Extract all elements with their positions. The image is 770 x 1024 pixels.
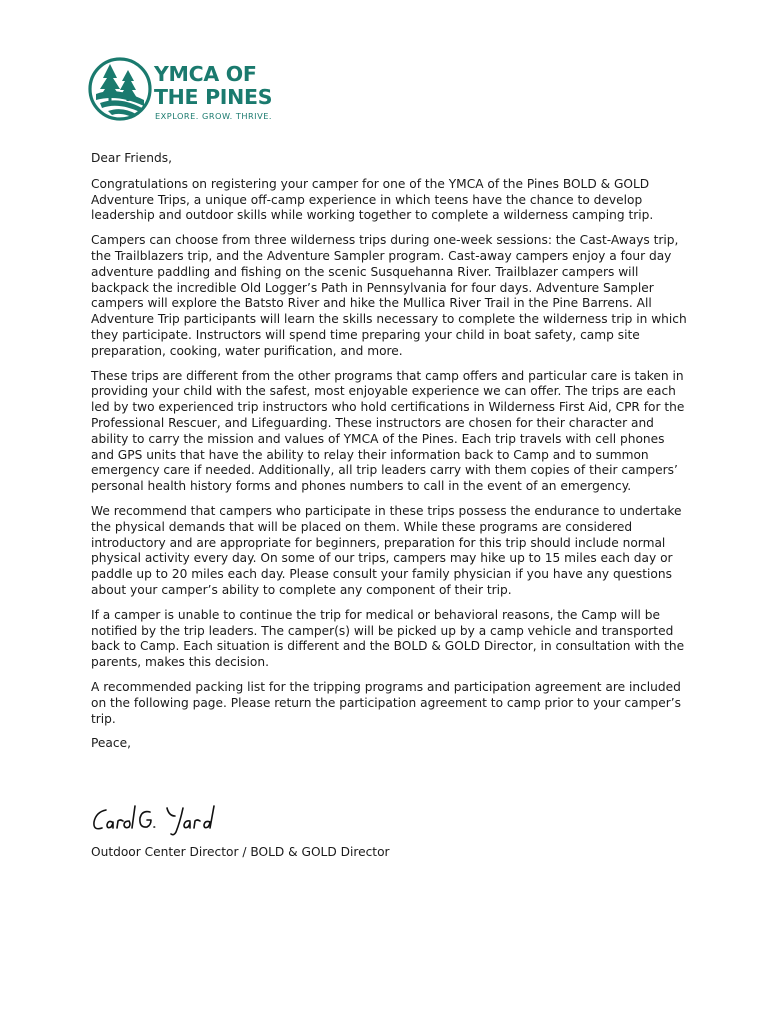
greeting: Dear Friends, [91,151,172,165]
logo-title-line2: THE PINES [154,85,273,109]
ymca-logo [88,56,288,126]
paragraph-packing: A recommended packing list for the tripping programs and participation agreement are included on the following page. Please return the participation agreement to camp prior to your camper’s trip. [91,679,681,726]
paragraph-removal: If a camper is unable to continue the trip for medical or behavioral reasons, the Camp will be notified by the trip leaders. The camper(s) will be picked up by a camp vehicle and transported back to Camp. Each situation is different and the BOLD & GOLD Director, in consultation with the parents, makes this decision. [91,607,685,670]
logo-tagline: EXPLORE. GROW. THRIVE. [155,111,272,121]
closing: Peace, [91,736,131,751]
letter-body [91,151,691,761]
paragraph-safety: These trips are different from the other programs that camp offers and particular care is taken in providing your child with the safest, most enjoyable experience we can offer. The trips are each led by two experienced trip instructors who hold certifications in Wilderness First Aid, CPR for the Professional Rescuer, and Lifeguarding. These instructors are chosen for their character and ability to carry the mission and values of YMCA of the Pines. Each trip travels with cell phones and GPS units that have the ability to relay their information back to Camp and to summon emergency care if needed. Additionally, all trip leaders carry with them copies of their campers’ personal health history forms and phones numbers to call in the event of an emergency. [91,368,685,494]
signer-title: Outdoor Center Director / BOLD & GOLD Director [91,845,390,859]
logo-title-line1: YMCA OF [154,62,257,86]
pine-tree-logo-icon [88,56,152,122]
paragraph-fitness: We recommend that campers who participate in these trips possess the endurance to undertake the physical demands that will be placed on them. While these programs are considered introductory and are appropriate for beginners, preparation for this trip should include normal physical activity every day. On some of our trips, campers may hike up to 15 miles each day or paddle up to 20 miles each day. Please consult your family physician if you have any questions about your camper’s ability to complete any component of their trip. [91,503,682,597]
paragraph-trips: Campers can choose from three wilderness trips during one-week sessions: the Cast-Aways trip, the Trailblazers trip, and the Adventure Sampler program. Cast-away campers enjoy a four day adventure paddling and fishing on the scenic Susquehanna River. Trailblazer campers will backpack the incredible Old Logger’s Path in Pennsylvania for four days. Adventure Sampler campers will explore the Batsto River and hike the Mullica River Trail in the Pine Barrens. All Adventure Trip participants will learn the skills necessary to complete the wilderness trip in which they participate. Instructors will spend time preparing your child in boat safety, camp site preparation, cooking, water purification, and more. [91,233,687,358]
handwritten-signature [90,800,230,838]
paragraph-intro: Congratulations on registering your camper for one of the YMCA of the Pines BOLD & GOLD Adventure Trips, a unique off-camp experience in which teens have the chance to develop leadership and outdoor skills while working together to complete a wilderness camping trip. [91,176,654,223]
